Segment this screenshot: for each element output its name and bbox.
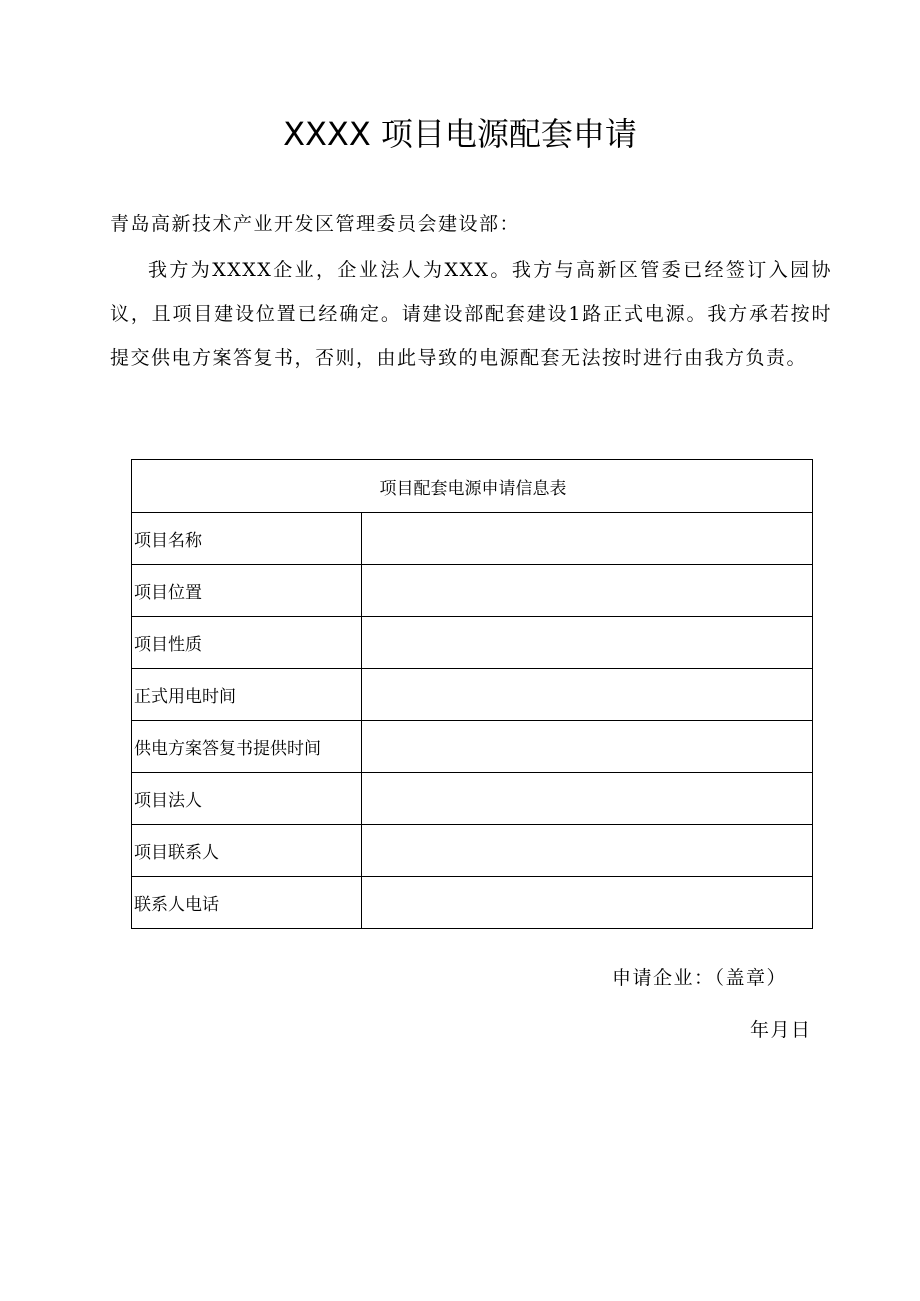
document-title: XXXX 项目电源配套申请 xyxy=(283,115,637,153)
row-label: 项目联系人 xyxy=(132,825,362,877)
row-value xyxy=(362,877,813,929)
table-row xyxy=(132,773,813,825)
row-value xyxy=(362,669,813,721)
table-caption: 项目配套电源申请信息表 xyxy=(132,460,813,513)
applicant-seal-line: 申请企业：（盖章） xyxy=(612,967,788,989)
table-row xyxy=(132,513,813,565)
info-table xyxy=(131,459,813,929)
row-value xyxy=(362,565,813,617)
row-label: 联系人电话 xyxy=(132,877,362,929)
row-value xyxy=(362,825,813,877)
row-label: 项目法人 xyxy=(132,773,362,825)
table-row xyxy=(132,617,813,669)
table-row xyxy=(132,565,813,617)
table-row xyxy=(132,825,813,877)
table-header-row xyxy=(132,460,813,513)
table-row xyxy=(132,877,813,929)
table-row xyxy=(132,669,813,721)
body-paragraph: 我方为XXXX企业，企业法人为XXX。我方与高新区管委已经签订入园协议，且项目建设位置已经确定。请建设部配套建设1路正式电源。我方承若按时提交供电方案答复书，否则，由此导致的电源配套无法按时进行由我方负责。 xyxy=(110,259,832,369)
table-row xyxy=(132,721,813,773)
date-line: 年月日 xyxy=(750,1019,812,1041)
row-value xyxy=(362,513,813,565)
row-label: 项目性质 xyxy=(132,617,362,669)
row-label: 项目位置 xyxy=(132,565,362,617)
row-value xyxy=(362,617,813,669)
salutation: 青岛高新技术产业开发区管理委员会建设部： xyxy=(110,213,521,235)
row-value xyxy=(362,721,813,773)
row-label: 项目名称 xyxy=(132,513,362,565)
row-label: 供电方案答复书提供时间 xyxy=(132,721,362,773)
row-label: 正式用电时间 xyxy=(132,669,362,721)
row-value xyxy=(362,773,813,825)
